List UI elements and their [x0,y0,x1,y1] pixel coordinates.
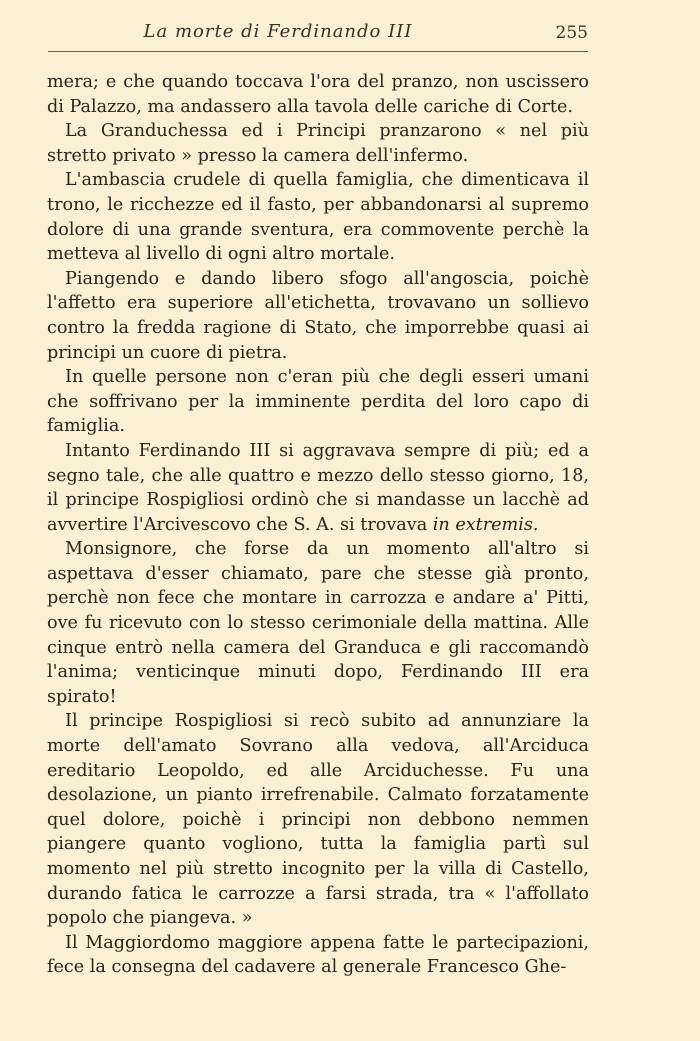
paragraph-text: Intanto Ferdinando III si aggravava sempre di più; ed a segno tale, che alle quattro e mezzo dello stesso giorno, 18, il principe Rospigliosi ordinò che si mandasse un lacchè ad avvertire l'Arcivescovo che S. A. si trovava [47,440,589,535]
paragraph: L'ambascia crudele di quella famiglia, che dimenticava il trono, le ricchezze ed il fasto, per abbandonarsi al supremo dolore di una grande sventura, era commovente perchè la metteva al livello di ogni altro mortale. [47,170,589,265]
italic-phrase: in extremis. [432,514,539,535]
paragraph: In quelle persone non c'eran più che degli esseri umani che soffrivano per la imminente perdita del loro capo di famiglia. [47,367,589,437]
paragraph: La Granduchessa ed i Principi pranzarono « nel più stretto privato » presso la camera dell'infermo. [47,121,589,166]
paragraph: Piangendo e dando libero sfogo all'angoscia, poichè l'affetto era superiore all'etichetta, trovavano un sollievo contro la fredda ragione di Stato, che imporrebbe quasi ai principi un cuore di pietra. [47,268,589,363]
body-text [47,70,589,980]
page-header [48,21,588,52]
paragraph [47,439,589,537]
running-title: La morte di Ferdinando III [143,21,413,42]
paragraph: Monsignore, che forse da un momento all'altro si aspettava d'esser chiamato, pare che stesse già pronto, perchè non fece che montare in carrozza e andare a' Pitti, ove fu ricevuto con lo stesso cerimoniale della mattina. Alle cinque entrò nella camera del Granduca e gli raccomandò l'anima; venticinque minuti dopo, Ferdinando III era spirato! [47,539,589,707]
page-number: 255 [555,23,588,43]
paragraph: Il Maggiordomo maggiore appena fatte le partecipazioni, fece la consegna del cadavere al generale Francesco Ghe- [47,932,589,978]
paragraph: Il principe Rospigliosi si recò subito ad annunziare la morte dell'amato Sovrano alla vedova, all'Arciduca ereditario Leopoldo, ed alle Arciduchesse. Fu una desolazione, un pianto irrefrenabile. Calmato forzatamente quel dolore, poichè i principi non debbono nemmen piangere quanto vogliono, tutta la famiglia partì sul momento nel più stretto incognito per la villa di Castello, durando fatica le carrozze a farsi strada, tra « l'affollato popolo che piangeva. » [47,711,589,929]
paragraph: mera; e che quando toccava l'ora del pranzo, non uscissero di Palazzo, ma andassero alla tavola delle cariche di Corte. [47,72,589,117]
